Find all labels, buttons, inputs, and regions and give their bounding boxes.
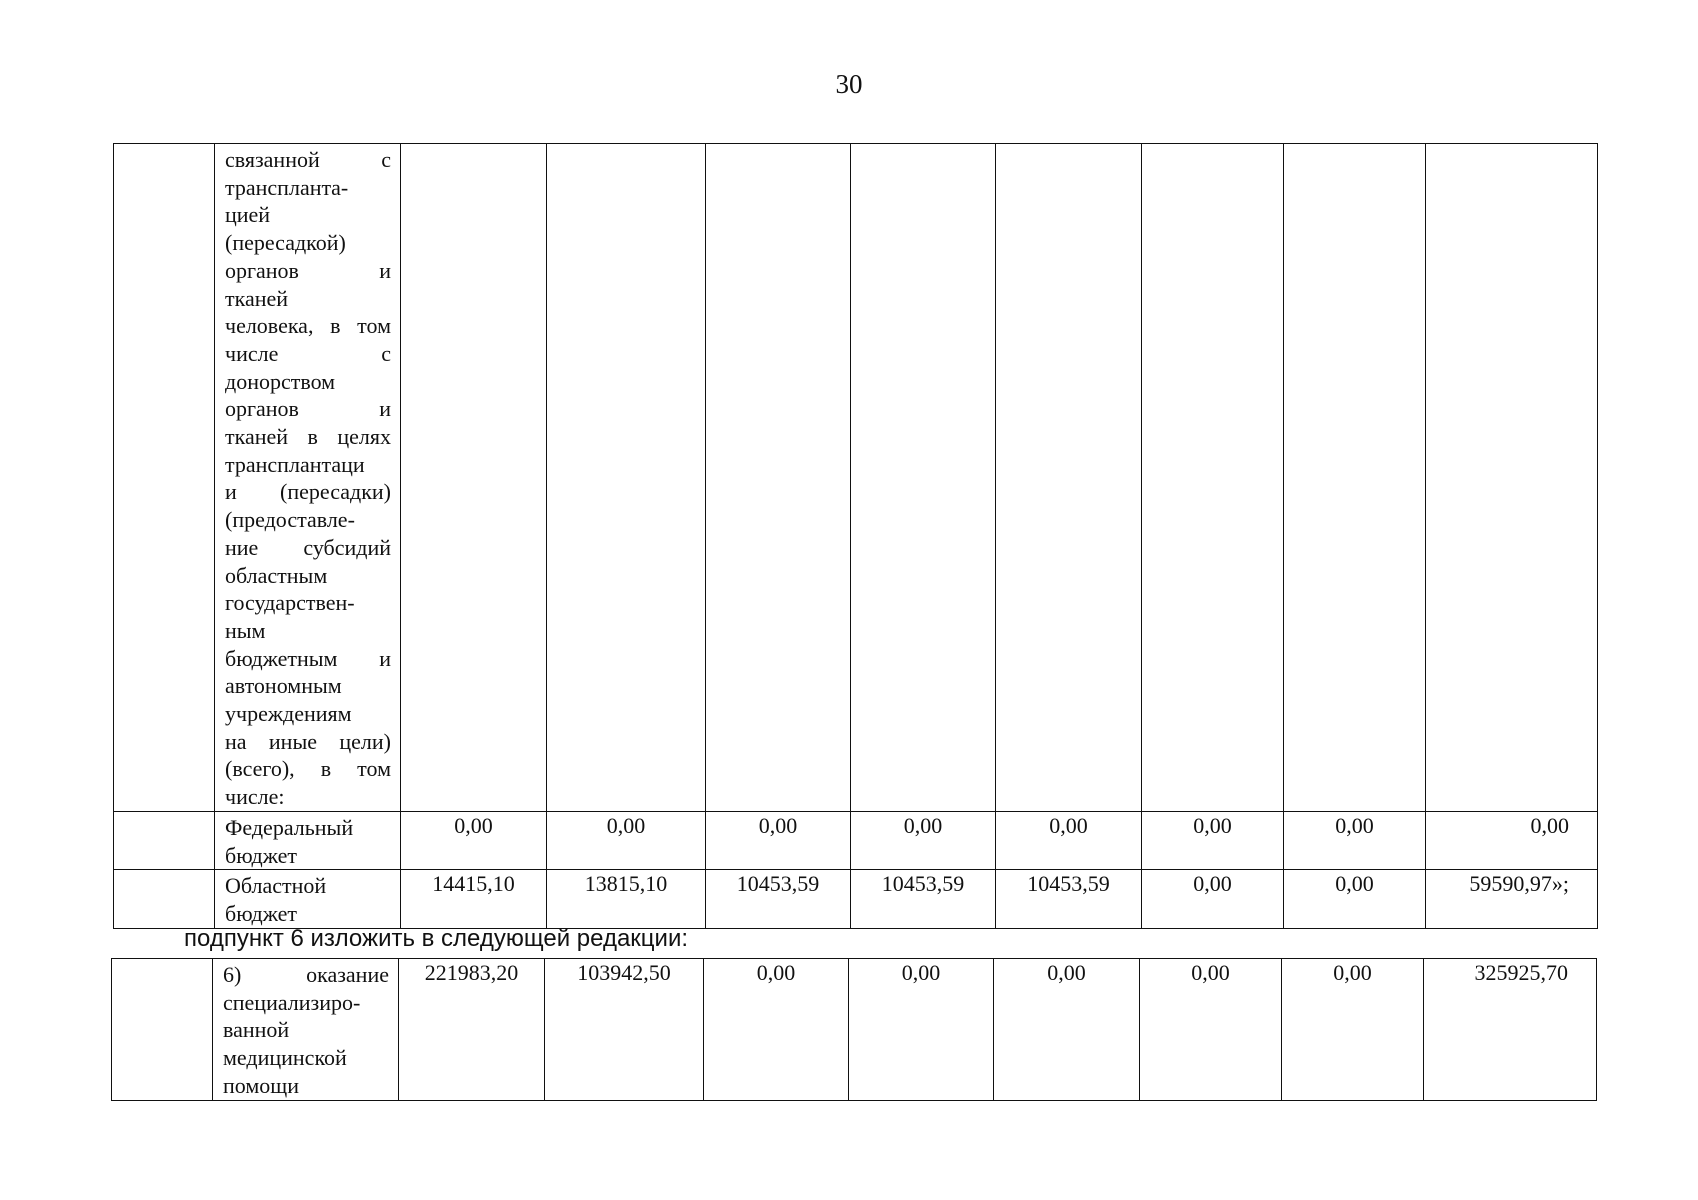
text-line: медицинской bbox=[223, 1045, 347, 1071]
text-line: областным bbox=[225, 562, 328, 588]
text-line: бюджет bbox=[225, 900, 297, 926]
row-label-cell bbox=[215, 811, 401, 869]
value-cell: 0,00 bbox=[401, 811, 547, 869]
text-line: (пересадкой) bbox=[225, 230, 346, 256]
value-cell: 0,00 bbox=[1284, 870, 1426, 928]
empty-cell bbox=[547, 144, 706, 812]
text-line: трансплантa- bbox=[225, 174, 349, 200]
row-label-cell bbox=[213, 959, 399, 1101]
text-line: трансплантаци bbox=[225, 451, 365, 477]
empty-cell bbox=[1142, 144, 1284, 812]
value-cell: 0,00 bbox=[706, 811, 851, 869]
value-cell: 0,00 bbox=[1142, 870, 1284, 928]
text-line: числе: bbox=[225, 784, 285, 810]
text-line: связанной с bbox=[225, 147, 391, 172]
empty-cell bbox=[851, 144, 996, 812]
text-line: 6) оказание bbox=[223, 962, 389, 987]
text-line: на иные цели) bbox=[225, 728, 391, 754]
text-line: тканей bbox=[225, 285, 289, 311]
text-line: донорством bbox=[225, 368, 336, 394]
row-number-cell bbox=[114, 144, 215, 812]
text-line: ванной bbox=[223, 1017, 290, 1043]
text-line: (всего), в том bbox=[225, 756, 391, 782]
total-cell: 0,00 bbox=[1426, 811, 1598, 869]
value-cell: 0,00 bbox=[1284, 811, 1426, 869]
value-cell: 0,00 bbox=[851, 811, 996, 869]
empty-cell bbox=[706, 144, 851, 812]
value-cell: 0,00 bbox=[1142, 811, 1284, 869]
text-line: бюджет bbox=[225, 842, 297, 868]
text-line: автономным bbox=[225, 673, 342, 699]
table-row-federal bbox=[114, 811, 1598, 869]
value-cell: 0,00 bbox=[704, 959, 849, 1101]
text-line: органов и bbox=[225, 257, 391, 283]
text-line: учреждениям bbox=[225, 701, 352, 727]
text-line: цией bbox=[225, 202, 271, 228]
text-line: специализиро- bbox=[223, 989, 361, 1015]
value-cell: 0,00 bbox=[996, 811, 1142, 869]
value-cell: 10453,59 bbox=[996, 870, 1142, 928]
text-line: органов и bbox=[225, 396, 391, 422]
value-cell: 0,00 bbox=[994, 959, 1140, 1101]
empty-cell bbox=[401, 144, 547, 812]
row-label-cell bbox=[215, 870, 401, 928]
empty-cell bbox=[1426, 144, 1598, 812]
empty-cell bbox=[1284, 144, 1426, 812]
text-line: человека, в том bbox=[225, 313, 391, 339]
value-cell: 10453,59 bbox=[706, 870, 851, 928]
value-cell: 14415,10 bbox=[401, 870, 547, 928]
text-line: (предоставле- bbox=[225, 507, 355, 533]
value-cell: 10453,59 bbox=[851, 870, 996, 928]
text-line: помощи bbox=[223, 1072, 299, 1098]
value-cell: 0,00 bbox=[1140, 959, 1282, 1101]
value-cell: 0,00 bbox=[1282, 959, 1424, 1101]
text-line: ние субсидий bbox=[225, 534, 391, 560]
table-row-specialized-care bbox=[112, 959, 1597, 1101]
text-line: бюджетным и bbox=[225, 645, 391, 671]
total-cell: 59590,97»; bbox=[1426, 870, 1598, 928]
text-line: и (пересадки) bbox=[225, 479, 391, 505]
value-cell: 0,00 bbox=[547, 811, 706, 869]
table-row-regional bbox=[114, 870, 1598, 928]
row-number-cell bbox=[112, 959, 213, 1101]
value-cell: 13815,10 bbox=[547, 870, 706, 928]
budget-table-subpoint-6 bbox=[111, 958, 1597, 1101]
text-line: тканей в целях bbox=[225, 424, 391, 450]
value-cell: 221983,20 bbox=[399, 959, 545, 1101]
text-line: Федеральный bbox=[225, 814, 354, 840]
row-number-cell bbox=[114, 811, 215, 869]
text-line: Областной bbox=[225, 873, 327, 899]
subpoint-instruction: подпункт 6 изложить в следующей редакции: bbox=[184, 925, 689, 952]
measure-description-cell bbox=[215, 144, 401, 812]
value-cell: 103942,50 bbox=[545, 959, 704, 1101]
text-line: числе с bbox=[225, 340, 391, 366]
text-line: государствен- bbox=[225, 590, 355, 616]
value-cell: 0,00 bbox=[849, 959, 994, 1101]
table-row bbox=[114, 144, 1598, 812]
text-line: ным bbox=[225, 617, 266, 643]
empty-cell bbox=[996, 144, 1142, 812]
budget-table-continued bbox=[113, 143, 1598, 929]
page-number: 30 bbox=[835, 69, 863, 99]
total-cell: 325925,70 bbox=[1424, 959, 1597, 1101]
row-number-cell bbox=[114, 870, 215, 928]
